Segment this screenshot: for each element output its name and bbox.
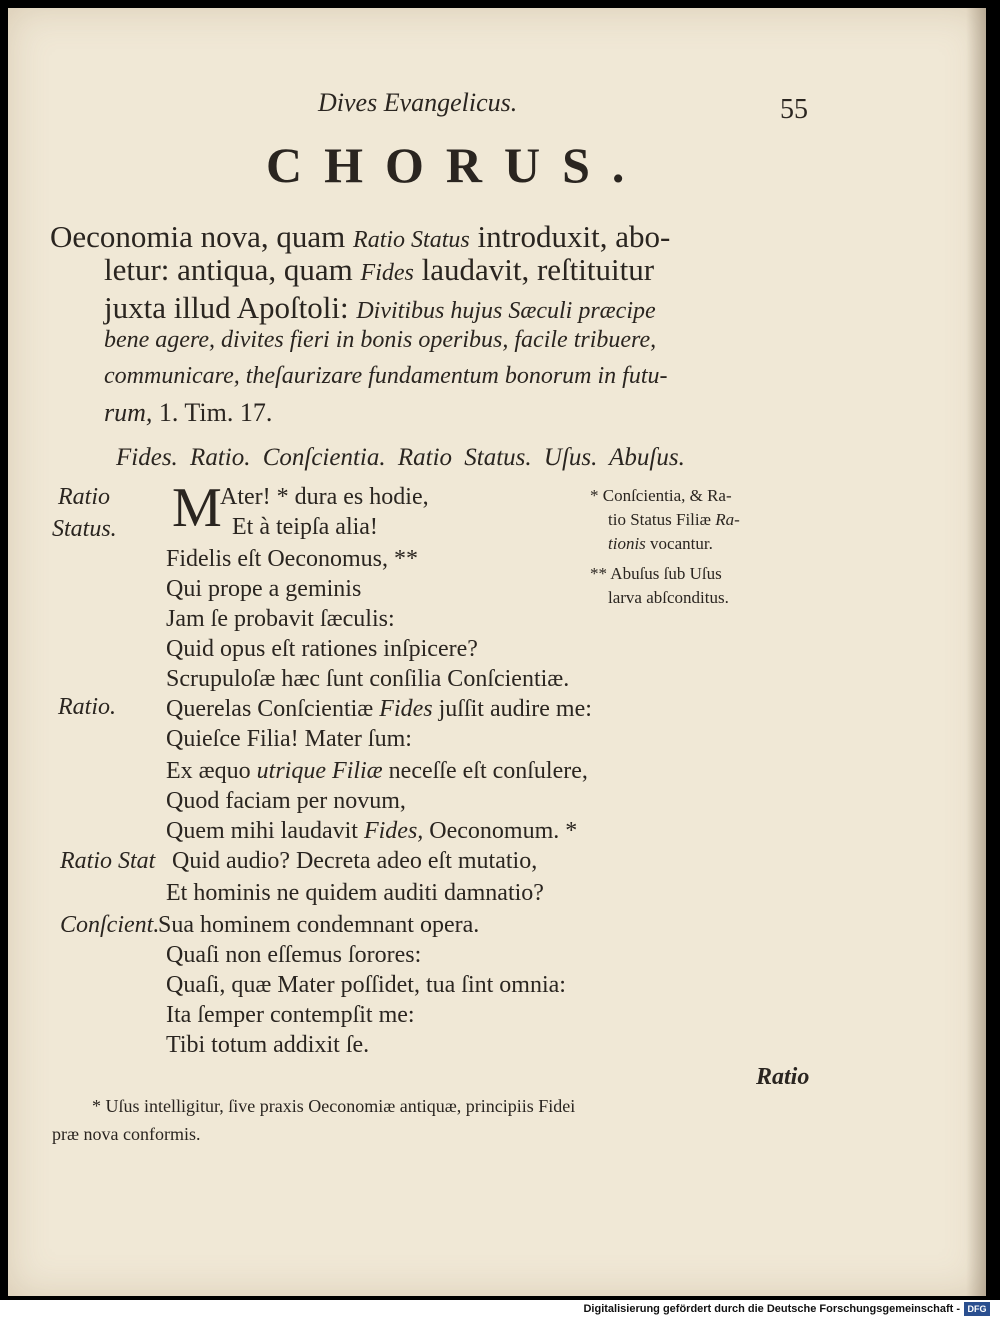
verse-15: Sua hominem condemnant opera. [158, 912, 480, 938]
page-number: 55 [780, 94, 808, 125]
intro-line-4: bene agere, divites fieri in bonis operibus, facile tribuere, [104, 327, 657, 353]
verse-5: Jam ſe probavit ſæculis: [166, 606, 395, 632]
intro-line-2: letur: antiqua, quam Fides laudavit, reſtituitur [104, 252, 655, 287]
speaker-ratio-status-1: Ratio [58, 484, 110, 510]
footnote-line-1: * Uſus intelligitur, ſive praxis Oeconomiæ antiquæ, principiis Fidei [92, 1096, 576, 1116]
catchword: Ratio [756, 1064, 810, 1090]
speaker-conscientia: Conſcient. [60, 912, 160, 938]
verse-13: Quid audio? Decreta adeo eſt mutatio, [172, 848, 538, 874]
verse-1: Ater! * dura es hodie, [220, 484, 429, 510]
footnote-line-2: præ nova conformis. [52, 1124, 201, 1144]
intro-line-3: juxta illud Apoſtoli: Divitibus hujus Sæculi præcipe [104, 290, 656, 325]
verse-19: Tibi totum addixit ſe. [166, 1032, 370, 1058]
verse-16: Quaſi non eſſemus ſorores: [166, 942, 422, 968]
verse-4: Qui prope a geminis [166, 576, 362, 602]
verse-3: Fidelis eſt Oeconomus, ** [166, 546, 418, 572]
credit-text: Digitalisierung gefördert durch die Deutsche Forschungsgemeinschaft - [583, 1303, 960, 1315]
page-edge-shadow [966, 8, 986, 1296]
side-note-1b: tio Status Filiæ Ra- [608, 510, 740, 529]
side-note-2b: larva abſconditus. [608, 588, 729, 607]
dramatis-personae: Fides. Ratio. Conſcientia. Ratio Status. Uſus. Abuſus. [116, 444, 685, 471]
speaker-ratio-status-2: Status. [52, 516, 117, 542]
side-note-1c: tionis vocantur. [608, 534, 713, 553]
running-title: Dives Evangelicus. [318, 88, 518, 117]
speaker-ratio-stat: Ratio Stat [60, 848, 156, 874]
verse-7: Scrupuloſæ hæc ſunt conſilia Conſcientiæ. [166, 666, 570, 692]
intro-line-6: rum, 1. Tim. 17. [104, 398, 273, 427]
verse-18: Ita ſemper contempſit me: [166, 1002, 415, 1028]
verse-10: Ex æquo utrique Filiæ neceſſe eſt conſulere, [166, 758, 588, 784]
verse-14: Et hominis ne quidem auditi damnatio? [166, 880, 544, 906]
verse-11: Quod faciam per novum, [166, 788, 406, 814]
intro-line-1: Oeconomia nova, quam Ratio Status introduxit, abo- [50, 219, 671, 254]
verse-12: Quem mihi laudavit Fides, Oeconomum. * [166, 818, 578, 844]
intro-line-5: communicare, theſaurizare fundamentum bonorum in futu- [104, 363, 668, 389]
verse-9: Quieſce Filia! Mater ſum: [166, 726, 412, 752]
side-note-1a: * Conſcientia, & Ra- [590, 486, 732, 505]
verse-2: Et à teipſa alia! [232, 514, 378, 540]
chorus-heading: CHORUS. [266, 137, 647, 193]
verse-8: Querelas Conſcientiæ Fides juſſit audire me: [166, 696, 592, 722]
dfg-logo: DFG [964, 1302, 990, 1316]
digitization-credit-bar [0, 1300, 1000, 1319]
book-page [8, 8, 986, 1296]
speaker-ratio: Ratio. [58, 694, 116, 720]
verse-17: Quaſi, quæ Mater poſſidet, tua ſint omnia: [166, 972, 566, 998]
drop-cap: M [172, 477, 222, 539]
verse-6: Quid opus eſt rationes inſpicere? [166, 636, 478, 662]
side-note-2a: ** Abuſus ſub Uſus [590, 564, 722, 583]
